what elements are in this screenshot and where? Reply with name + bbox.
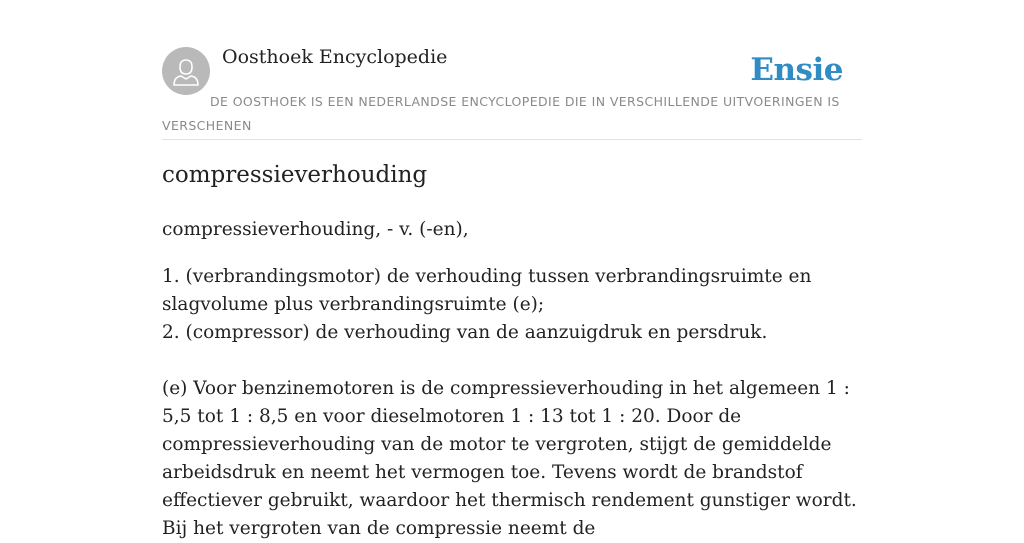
definition-item: 1. (verbrandingsmotor) de verhouding tussen verbrandingsruimte en slagvolume plus verbrandingsruimte (e); (162, 266, 812, 315)
header-divider (162, 139, 862, 140)
source-title[interactable]: Oosthoek Encyclopedie (222, 46, 448, 68)
source-description: DE OOSTHOEK IS EEN NEDERLANDSE ENCYCLOPEDIE DIE IN VERSCHILLENDE UITVOERINGEN IS VERSCHENEN (162, 94, 840, 133)
definition-list (162, 263, 862, 347)
entry-headword: compressieverhouding, - v. (-en), (162, 219, 469, 240)
user-silhouette-icon (162, 47, 210, 95)
entry-body: (e) Voor benzinemotoren is de compressieverhouding in het algemeen 1 : 5,5 tot 1 : 8,5 en voor dieselmotoren 1 : 13 tot 1 : 20. Door de compressieverhouding van de motor te vergroten, stijgt de gemiddelde arbeidsdruk en neemt het vermogen toe. Tevens wordt de brandstof effectiever gebruikt, waardoor het thermisch rendement gunstiger wordt. Bij het vergroten van de compressie neemt de (162, 378, 857, 539)
entry-content (162, 216, 862, 543)
avatar[interactable] (162, 47, 210, 95)
ensie-logo[interactable]: Ensie (750, 52, 843, 88)
definition-item: 2. (compressor) de verhouding van de aanzuigdruk en persdruk. (162, 322, 768, 343)
page-title: compressieverhouding (162, 162, 428, 188)
